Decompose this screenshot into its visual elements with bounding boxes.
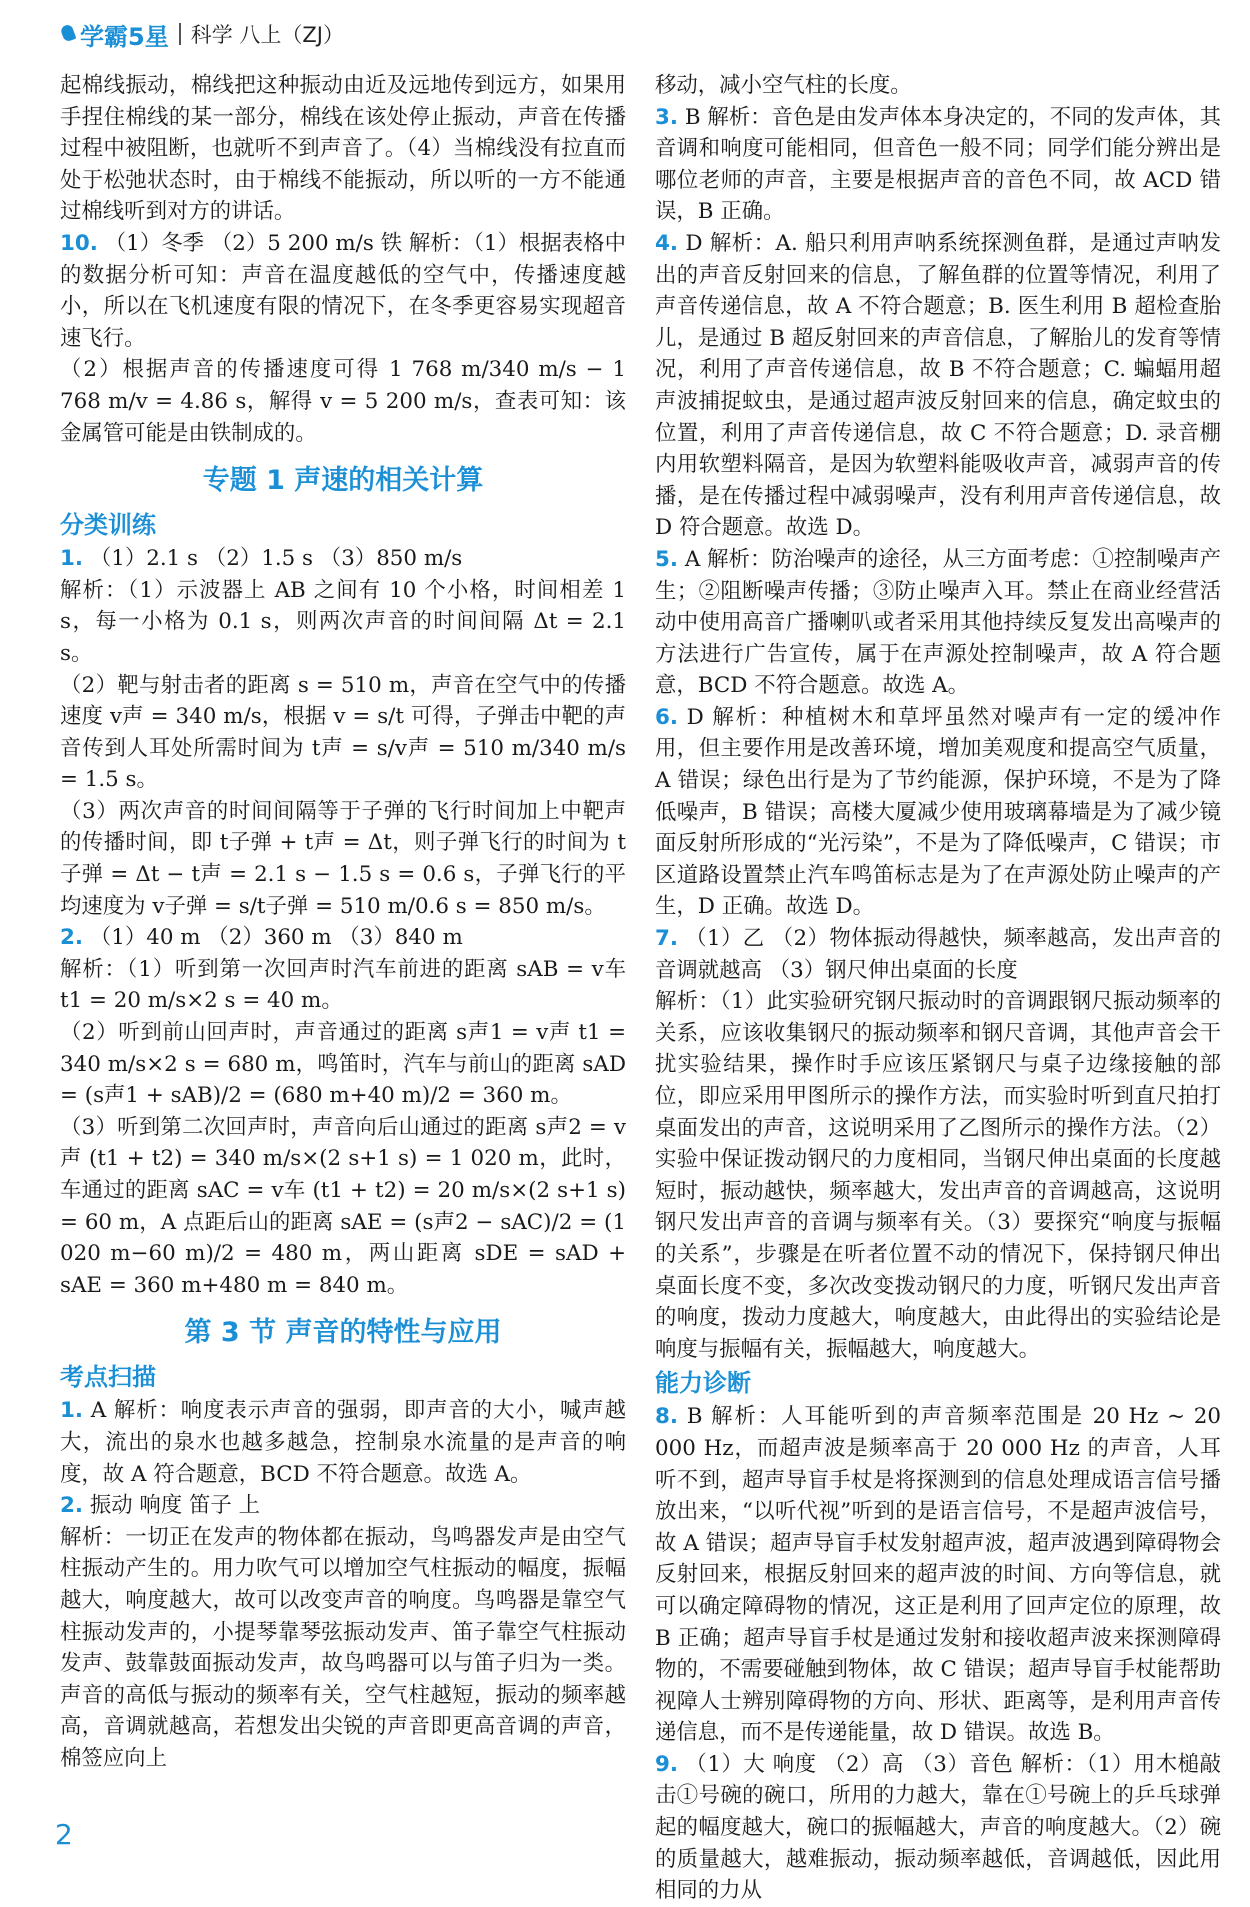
item-text: D 解析：种植树木和草坪虽然对噪声有一定的缓冲作用，但主要作用是改善环境，增加美观度和提高空气质量，A 错误；绿色出行是为了节约能源，保护环境，不是为了降低噪声，B 错误；高楼大厦减少使用玻璃幕墙是为了减少镜面反射所形成的“光污染”，不是为了降低噪声，C 错误；市区道路设置禁止汽车鸣笛标志是为了在声源处防止噪声的产生，D 正确。故选 D。 (655, 704, 1221, 920)
item-number: 5. (655, 546, 679, 572)
answer-item (655, 702, 1221, 923)
paragraph: 起棉线振动，棉线把这种振动由近及远地传到远方，如果用手捏住棉线的某一部分，棉线在该处停止振动，声音在传播过程中被阻断，也就听不到声音了。（4）当棉线没有拉直而处于松弛状态时，由于棉线不能振动，所以听的一方不能通过棉线听到对方的讲话。 (60, 73, 626, 225)
paragraph: 解析：（1）示波器上 AB 之间有 10 个小格，时间相差 1 s，每一小格为 0.1 s，则两次声音的时间间隔 Δt = 2.1 s。 (60, 577, 626, 666)
answer-item (655, 102, 1221, 228)
answer-item (60, 228, 626, 354)
brand-icon (60, 23, 78, 45)
item-number: 1. (60, 546, 84, 572)
item-number: 9. (655, 1751, 679, 1777)
brand-name: 学霸5星 (80, 22, 169, 51)
section-title: 专题 1 声速的相关计算 (202, 465, 484, 497)
answer-item (655, 228, 1221, 544)
right-column (655, 70, 1221, 1907)
item-number: 2. (60, 1493, 84, 1519)
item-text: （1）大 响度 （2）高 （3）音色 解析：（1）用木槌敲击①号碗的碗口，所用的力越大，靠在①号碗上的乒乓球弹起的幅度越大，碗口的振幅越大，声音的响度越大。（2）碗的质量越大，越难振动，振动频率越低，音调越低，因此用相同的力从 (655, 1751, 1221, 1904)
paragraph: 解析：（1）听到第一次回声时汽车前进的距离 sAB = v车 t1 = 20 m/s×2 s = 40 m。 (60, 956, 626, 1014)
section-title: 第 3 节 声音的特性与应用 (184, 1317, 502, 1349)
answer-item (655, 544, 1221, 702)
paragraph: 解析：（1）此实验研究钢尺振动时的音调跟钢尺振动频率的关系，应该收集钢尺的振动频率和钢尺音调，其他声音会干扰实验结果，操作时手应该压紧钢尺与桌子边缘接触的部位，即应采用甲图所示的操作方法，而实验时听到直尺拍打桌面发出的声音，这说明采用了乙图所示的操作方法。（2）实验中保证拨动钢尺的力度相同，当钢尺伸出桌面的长度越短时，振动越快，频率越大，发出声音的音调越高，这说明钢尺发出声音的音调与频率有关。（3）要探究“响度与振幅的关系”，步骤是在听者位置不动的情况下，保持钢尺伸出桌面长度不变，多次改变拨动钢尺的力度，听钢尺发出声音的响度，拨动力度越大，响度越大，由此得出的实验结论是响度与振幅有关，振幅越大，响度越大。 (655, 989, 1221, 1362)
item-text: B 解析：音色是由发声体本身决定的，不同的发声体，其音调和响度可能相同，但音色一般不同；同学们能分辨出是哪位老师的声音，主要是根据声音的音色不同，故 ACD 错误，B 正确。 (655, 104, 1221, 225)
header-divider (179, 23, 181, 45)
item-text: （1）40 m （2）360 m （3）840 m (89, 925, 463, 951)
item-text: （1）2.1 s （2）1.5 s （3）850 m/s (89, 546, 463, 572)
answer-item (60, 1395, 626, 1490)
paragraph: （2）听到前山回声时，声音通过的距离 s声1 = v声 t1 = 340 m/s×2 s = 680 m，鸣笛时，汽车与前山的距离 sAD = (s声1 + sAB)/2 = (680 m+40 m)/2 = 360 m。 (60, 1020, 626, 1109)
item-number: 6. (655, 704, 679, 730)
paragraph: 移动，减小空气柱的长度。 (655, 73, 912, 98)
subsection-title: 能力诊断 (655, 1369, 751, 1398)
item-number: 7. (655, 926, 679, 952)
paragraph: （2）靶与射击者的距离 s = 510 m，声音在空气中的传播速度 v声 = 340 m/s，根据 v = s/t 可得，子弹击中靶的声音传到人耳处所需时间为 t声 = s/v声 = 510 m/340 m/s = 1.5 s。 (60, 672, 626, 793)
item-text: （1）冬季 （2）5 200 m/s 铁 解析：（1）根据表格中的数据分析可知：声音在温度越低的空气中，传播速度越小，所以在飞机速度有限的情况下，在冬季更容易实现超音速飞行。 (60, 230, 626, 351)
item-text: B 解析：人耳能听到的声音频率范围是 20 Hz ~ 20 000 Hz，而超声波是频率高于 20 000 Hz 的声音，人耳听不到，超声导盲手杖是将探测到的信息处理成语言信号播放出来，“以听代视”听到的是语言信号，不是超声波信号，故 A 错误；超声导盲手杖发射超声波，超声波遇到障碍物会反射回来，根据反射回来的超声波的时间、方向等信息，就可以确定障碍物的情况，这正是利用了回声定位的原理，故 B 正确；超声导盲手杖是通过发射和接收超声波来探测障碍物的，不需要碰触到物体，故 C 错误；超声导盲手杖能帮助视障人士辨别障碍物的方向、形状、距离等，是利用声音传递信息，而不是传递能量，故 D 错误。故选 B。 (655, 1404, 1221, 1746)
subject-label: 科学 八上（ZJ） (190, 23, 344, 47)
left-column (60, 70, 626, 1775)
item-number: 2. (60, 925, 84, 951)
page-number: 2 (55, 1818, 73, 1851)
item-text: 振动 响度 笛子 上 (89, 1493, 260, 1519)
brand-logo (60, 17, 169, 52)
paragraph: （3）听到第二次回声时，声音向后山通过的距离 s声2 = v声 (t1 + t2) = 340 m/s×(2 s+1 s) = 1 020 m，此时，车通过的距离 sAC = v车 (t1 + t2) = 20 m/s×(2 s+1 s) = 60 m，A 点距后山的距离 sAE = (s声2 − sAC)/2 = (1 020 m−60 m)/2 = 480 m，两山距离 sDE = sAD + sAE = 360 m+480 m = 840 m。 (60, 1114, 626, 1298)
item-text: A 解析：响度表示声音的强弱，即声音的大小，喊声越大，流出的泉水也越多越急，控制泉水流量的是声音的响度，故 A 符合题意，BCD 不符合题意。故选 A。 (60, 1398, 626, 1487)
item-number: 1. (60, 1398, 84, 1424)
subsection-title: 分类训练 (60, 511, 156, 540)
paragraph: （3）两次声音的时间间隔等于子弹的飞行时间加上中靶声的传播时间，即 t子弹 + t声 = Δt，则子弹飞行的时间为 t子弹 = Δt − t声 = 2.1 s − 1.5 s = 0.6 s，子弹飞行的平均速度为 v子弹 = s/t子弹 = 510 m/0.6 s = 850 m/s。 (60, 798, 626, 919)
answer-item (655, 1401, 1221, 1749)
item-text: D 解析：A. 船只利用声呐系统探测鱼群，是通过声呐发出的声音反射回来的信息，了解鱼群的位置等情况，利用了声音传递信息，故 A 不符合题意；B. 医生利用 B 超检查胎儿，是通过 B 超反射回来的声音信息，了解胎儿的发育等情况，利用了声音传递信息，故 B 不符合题意；C. 蝙蝠用超声波捕捉蚊虫，是通过超声波反射回来的信息，确定蚊虫的位置，利用了声音传递信息，故 C 不符合题意；D. 录音棚内用软塑料隔音，是因为软塑料能吸收声音，减弱声音的传播，是在传播过程中减弱噪声，没有利用声音传递信息，故 D 符合题意。故选 D。 (655, 230, 1221, 541)
item-text: （1）乙 （2）物体振动得越快，频率越高，发出声音的音调就越高 （3）钢尺伸出桌面的长度 (655, 926, 1221, 983)
item-number: 8. (655, 1404, 679, 1430)
answer-item (60, 922, 626, 954)
item-number: 3. (655, 104, 679, 130)
item-number: 4. (655, 230, 679, 256)
answer-item (655, 923, 1221, 986)
paragraph: （2）根据声音的传播速度可得 1 768 m/340 m/s − 1 768 m/v = 4.86 s，解得 v = 5 200 m/s，查表可知：该金属管可能是由铁制成的。 (60, 357, 626, 446)
paragraph: 解析：一切正在发声的物体都在振动，鸟鸣器发声是由空气柱振动产生的。用力吹气可以增加空气柱振动的幅度，振幅越大，响度越大，故可以改变声音的响度。鸟鸣器是靠空气柱振动发声的，小提琴靠琴弦振动发声、笛子靠空气柱振动发声、鼓靠鼓面振动发声，故鸟鸣器可以与笛子归为一类。声音的高低与振动的频率有关，空气柱越短，振动的频率越高，音调就越高，若想发出尖锐的声音即更高音调的声音，棉签应向上 (60, 1524, 626, 1771)
answer-item (60, 543, 626, 575)
page-header (60, 14, 344, 54)
subsection-title: 考点扫描 (60, 1363, 156, 1392)
answer-item (655, 1749, 1221, 1907)
item-text: A 解析：防治噪声的途径，从三方面考虑：①控制噪声产生；②阻断噪声传播；③防止噪声入耳。禁止在商业经营活动中使用高音广播喇叭或者采用其他持续反复发出高噪声的方法进行广告宣传，属于在声源处控制噪声，故 A 符合题意，BCD 不符合题意。故选 A。 (655, 546, 1221, 699)
answer-item (60, 1490, 626, 1522)
item-number: 10. (60, 230, 98, 256)
